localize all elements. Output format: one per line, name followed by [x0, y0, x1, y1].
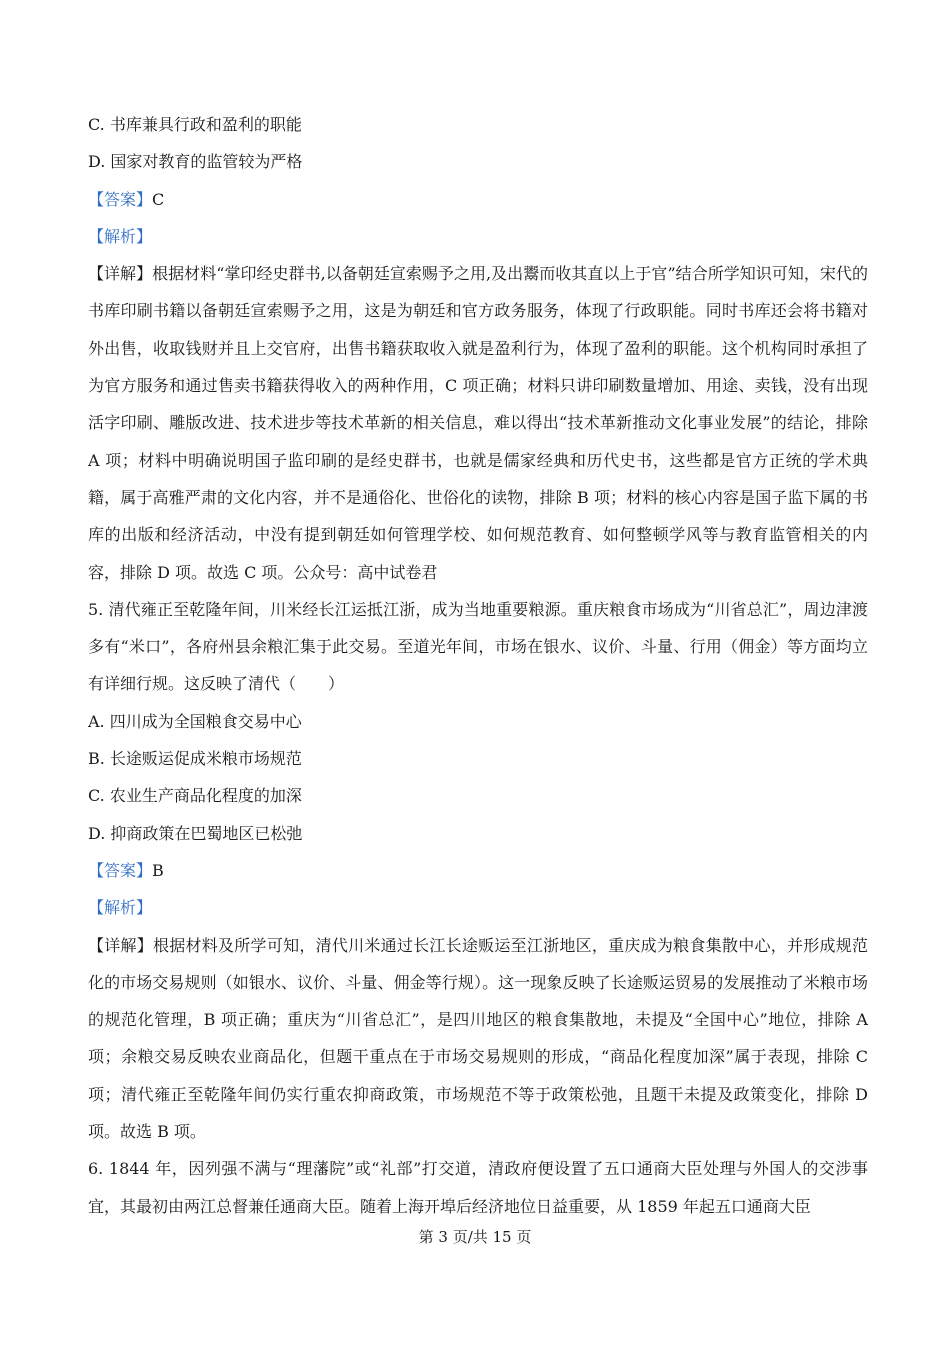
- answer-value: C: [152, 189, 165, 209]
- q5-analysis-line: [88, 889, 868, 926]
- analysis-tag: 【解析】: [88, 226, 153, 246]
- answer-tag: 【答案】: [88, 189, 153, 209]
- q5-option-d: D. 抑商政策在巴蜀地区已松弛: [88, 823, 303, 843]
- q5-detail-paragraph: [88, 927, 868, 1151]
- q5-option-a: A. 四川成为全国粮食交易中心: [88, 711, 302, 731]
- detail-tag: 【详解】: [88, 935, 154, 955]
- q4-option-d: D. 国家对教育的监管较为严格: [88, 152, 303, 172]
- detail-tag: 【详解】: [88, 264, 153, 284]
- page-number: 第 3 页/共 15 页: [418, 1228, 532, 1246]
- q5-stem: 5. 清代雍正至乾隆年间，川米经长江运抵江浙，成为当地重要粮源。重庆粮食市场成为“川省总汇”，周边津渡多有“米口”，各府州县余粮汇集于此交易。至道光年间，市场在银水、议价、斗量、行用（佣金）等方面均立有详细行规。这反映了清代（ ）: [88, 599, 868, 694]
- q5-option-c: C. 农业生产商品化程度的加深: [88, 786, 302, 806]
- answer-tag: 【答案】: [88, 860, 153, 880]
- answer-value: B: [152, 860, 164, 880]
- q5-answer-line: [88, 852, 868, 889]
- detail-text: 根据材料及所学可知，清代川米通过长江长途贩运至江浙地区，重庆成为粮食集散中心，并形成规范化的市场交易规则（如银水、议价、斗量、佣金等行规）。这一现象反映了长途贩运贸易的发展推动了米粮市场的规范化管理，B 项正确；重庆为“川省总汇”，是四川地区的粮食集散地，未提及“全国中心”地位，排除 A 项；余粮交易反映农业商品化，但题干重点在于市场交易规则的形成，“商品化程度加深”属于表现，排除 C 项；清代雍正至乾隆年间仍实行重农抑商政策，市场规范不等于政策松弛，且题干未提及政策变化，排除 D 项。故选 B 项。: [88, 935, 868, 1142]
- q4-option-c: C. 书库兼具行政和盈利的职能: [88, 115, 302, 134]
- q4-detail-paragraph: [88, 255, 868, 591]
- q4-answer-line: [88, 181, 868, 218]
- page-content: [88, 106, 868, 1225]
- q4-analysis-line: [88, 218, 868, 255]
- q6-stem: 6. 1844 年，因列强不满与“理藩院”或“礼部”打交道，清政府便设置了五口通商大臣处理与外国人的交涉事宜，其最初由两江总督兼任通商大臣。随着上海开埠后经济地位日益重要，从 1859 年起五口通商大臣: [88, 1159, 868, 1216]
- q5-option-b: B. 长途贩运促成米粮市场规范: [88, 749, 302, 769]
- analysis-tag: 【解析】: [88, 898, 153, 918]
- detail-text: 根据材料“掌印经史群书,以备朝廷宣索赐予之用,及出鬻而收其直以上于官”结合所学知识可知，宋代的书库印刷书籍以备朝廷宣索赐予之用，这是为朝廷和官方政务服务，体现了行政职能。同时书库还会将书籍对外出售，收取钱财并且上交官府，出售书籍获取收入就是盈利行为，体现了盈利的职能。这个机构同时承担了为官方服务和通过售卖书籍获得收入的两种作用，C 项正确；材料只讲印刷数量增加、用途、卖钱，没有出现活字印刷、雕版改进、技术进步等技术革新的相关信息，难以得出“技术革新推动文化事业发展”的结论，排除 A 项；材料中明确说明国子监印刷的是经史群书，也就是儒家经典和历代史书，这些都是官方正统的学术典籍，属于高雅严肃的文化内容，并不是通俗化、世俗化的读物，排除 B 项；材料的核心内容是国子监下属的书库的出版和经济活动，中没有提到朝廷如何管理学校、如何规范教育、如何整顿学风等与教育监管相关的内容，排除 D 项。故选 C 项。公众号：高中试卷君: [88, 264, 868, 582]
